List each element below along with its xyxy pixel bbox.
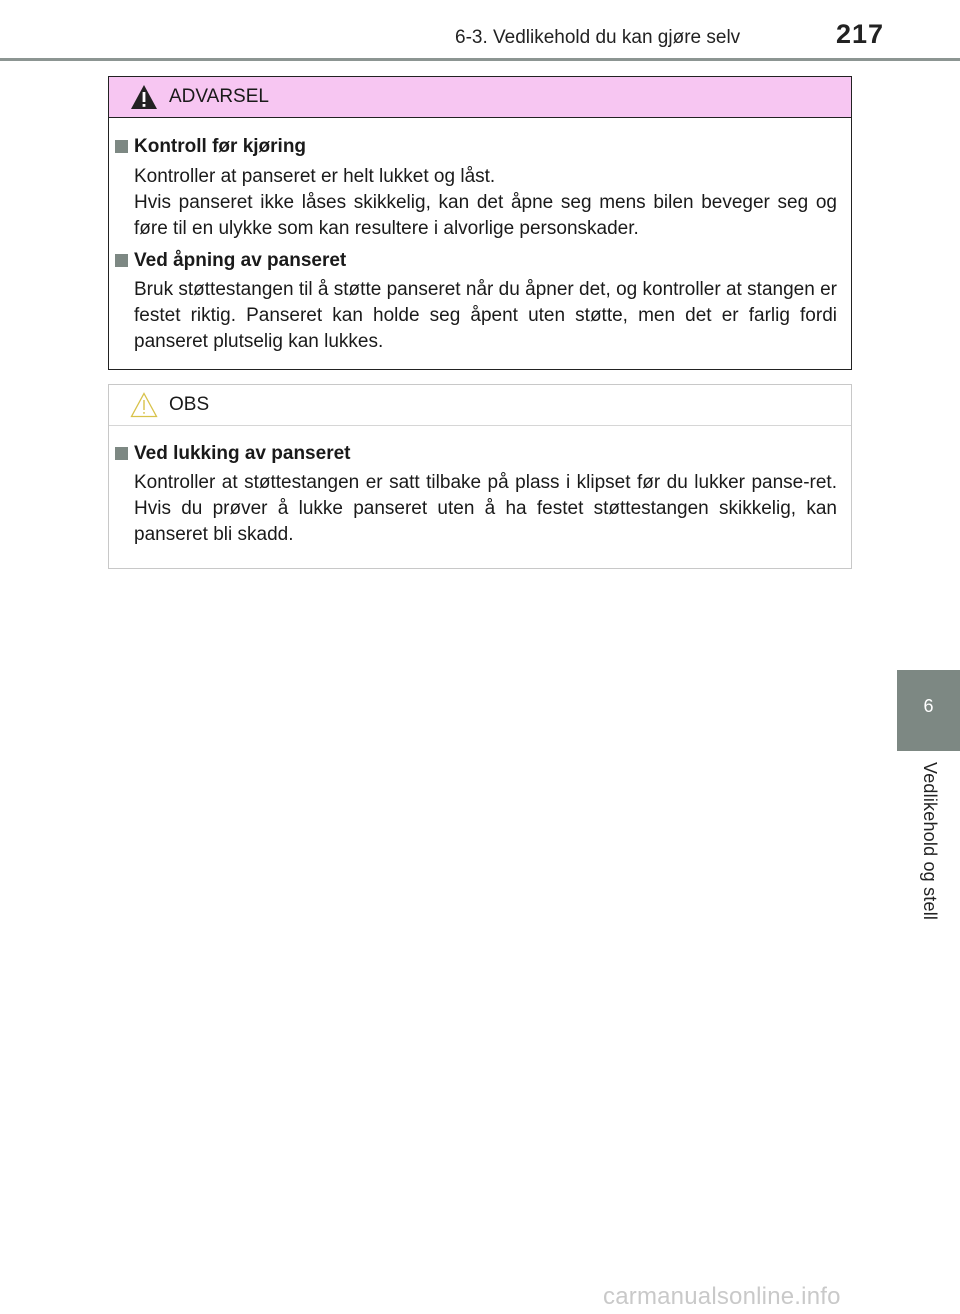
warning-box xyxy=(108,76,852,370)
warning-section xyxy=(109,249,851,355)
chapter-number: 6 xyxy=(923,696,934,716)
warning-header xyxy=(109,77,851,118)
notice-label: OBS xyxy=(169,394,210,415)
section-text: Kontroller at panseret er helt lukket og låst. xyxy=(134,166,496,187)
section-title: 6-3. Vedlikehold du kan gjøre selv xyxy=(455,27,741,48)
section-text: Hvis panseret ikke låses skikkelig, kan det åpne seg mens bilen beveger seg og føre til en ulykke som kan resultere i alvorlige personskader. xyxy=(134,192,837,239)
section-heading: Ved åpning av panseret xyxy=(134,250,347,271)
warning-section xyxy=(109,135,851,242)
bullet-square xyxy=(115,447,128,460)
notice-header xyxy=(109,385,851,426)
bullet-square xyxy=(115,254,128,267)
chapter-tab xyxy=(897,670,960,751)
section-heading: Kontroll før kjøring xyxy=(134,136,307,157)
section-text: Kontroller at støttestangen er satt tilbake på plass i klipset før du lukker panse-ret. Hvis du prøver å lukke panseret uten å ha festet støttestangen skikkelig, kan panseret bli skadd. xyxy=(134,472,837,545)
warning-triangle-filled-icon xyxy=(130,84,158,110)
warning-label: ADVARSEL xyxy=(169,86,269,107)
section-text: Bruk støttestangen til å støtte panseret når du åpner det, og kontroller at stangen er festet riktig. Panseret kan holde seg åpent uten støtte, men det er farlig fordi panseret plutselig kan lukkes. xyxy=(134,279,837,352)
page-number: 217 xyxy=(836,19,885,49)
bullet-square xyxy=(115,140,128,153)
watermark: carmanualsonline.info xyxy=(603,1283,841,1310)
warning-triangle-outline-icon xyxy=(130,392,158,418)
chapter-label: Vedlikehold og stell xyxy=(920,762,940,921)
notice-box xyxy=(108,384,852,569)
notice-section xyxy=(109,442,851,548)
header-divider xyxy=(0,58,960,61)
section-heading: Ved lukking av panseret xyxy=(134,443,351,464)
